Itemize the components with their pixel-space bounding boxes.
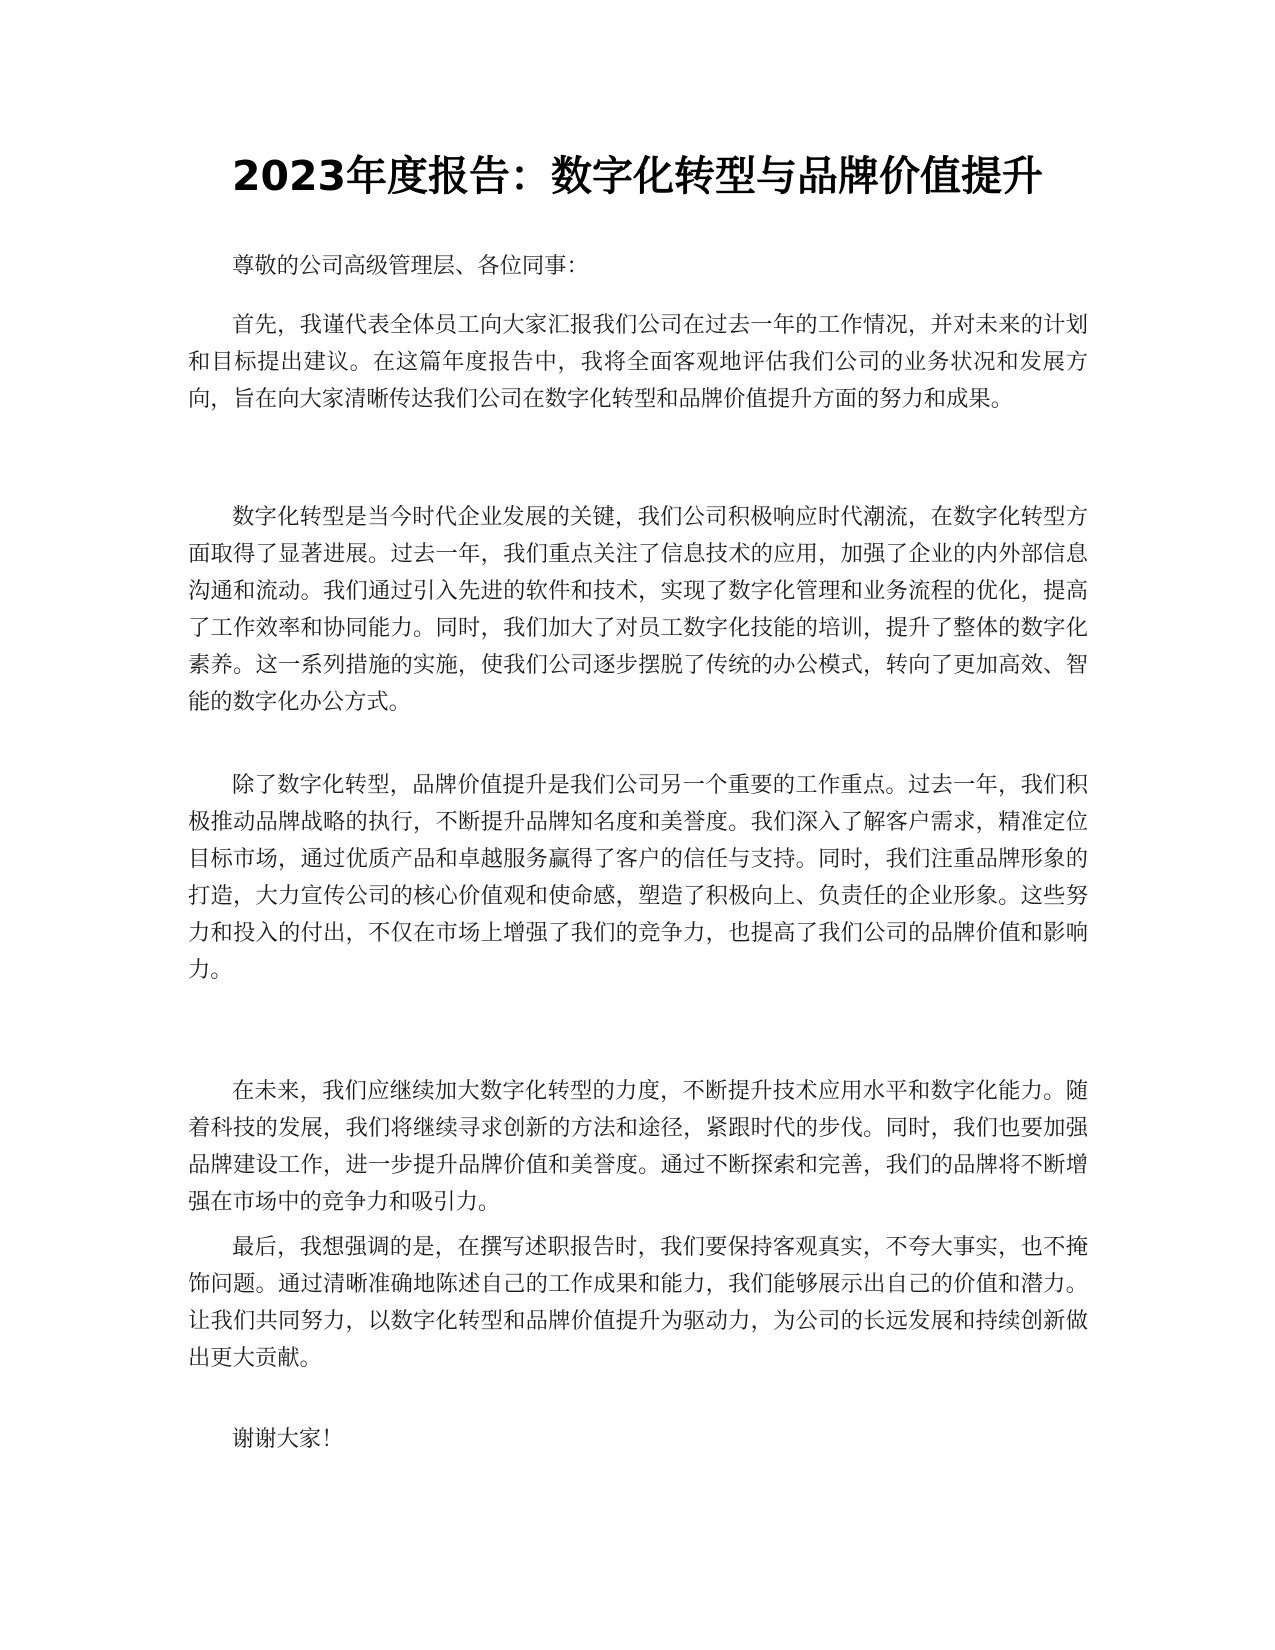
paragraph-text: 数字化转型是当今时代企业发展的关键，我们公司积极响应时代潮流，在数字化转型方面取得了显著进展。过去一年，我们重点关注了信息技术的应用，加强了企业的内外部信息沟通和流动。我们通过引入先进的软件和技术，实现了数字化管理和业务流程的优化，提高了工作效率和协同能力。同时，我们加大了对员工数字化技能的培训，提升了整体的数字化素养。这一系列措施的实施，使我们公司逐步摆脱了传统的办公模式，转向了更加高效、智能的数字化办公方式。 [188,504,1088,715]
paragraph-future [188,1073,1088,1221]
closing [188,1421,1088,1458]
paragraph-intro [188,307,1088,418]
paragraph-conclusion [188,1229,1088,1377]
document-title: 2023年度报告：数字化转型与品牌价值提升 [231,152,1044,200]
paragraph-text: 最后，我想强调的是，在撰写述职报告时，我们要保持客观真实，不夸大事实，也不掩饰问题。通过清晰准确地陈述自己的工作成果和能力，我们能够展示出自己的价值和潜力。让我们共同努力，以数字化转型和品牌价值提升为驱动力，为公司的长远发展和持续创新做出更大贡献。 [188,1234,1088,1371]
paragraph-brand-value [188,767,1088,989]
paragraph-text: 首先，我谨代表全体员工向大家汇报我们公司在过去一年的工作情况，并对未来的计划和目标提出建议。在这篇年度报告中，我将全面客观地评估我们公司的业务状况和发展方向，旨在向大家清晰传达我们公司在数字化转型和品牌价值提升方面的努力和成果。 [188,312,1088,412]
salutation-text: 尊敬的公司高级管理层、各位同事： [232,253,589,279]
salutation [188,248,1088,285]
paragraph-text: 除了数字化转型，品牌价值提升是我们公司另一个重要的工作重点。过去一年，我们积极推动品牌战略的执行，不断提升品牌知名度和美誉度。我们深入了解客户需求，精准定位目标市场，通过优质产品和卓越服务赢得了客户的信任与支持。同时，我们注重品牌形象的打造，大力宣传公司的核心价值观和使命感，塑造了积极向上、负责任的企业形象。这些努力和投入的付出，不仅在市场上增强了我们的竞争力，也提高了我们公司的品牌价值和影响力。 [188,772,1088,983]
paragraph-digital-transformation [188,499,1088,721]
closing-text: 谢谢大家！ [232,1426,344,1452]
paragraph-text: 在未来，我们应继续加大数字化转型的力度，不断提升技术应用水平和数字化能力。随着科技的发展，我们将继续寻求创新的方法和途径，紧跟时代的步伐。同时，我们也要加强品牌建设工作，进一步提升品牌价值和美誉度。通过不断探索和完善，我们的品牌将不断增强在市场中的竞争力和吸引力。 [188,1078,1088,1215]
